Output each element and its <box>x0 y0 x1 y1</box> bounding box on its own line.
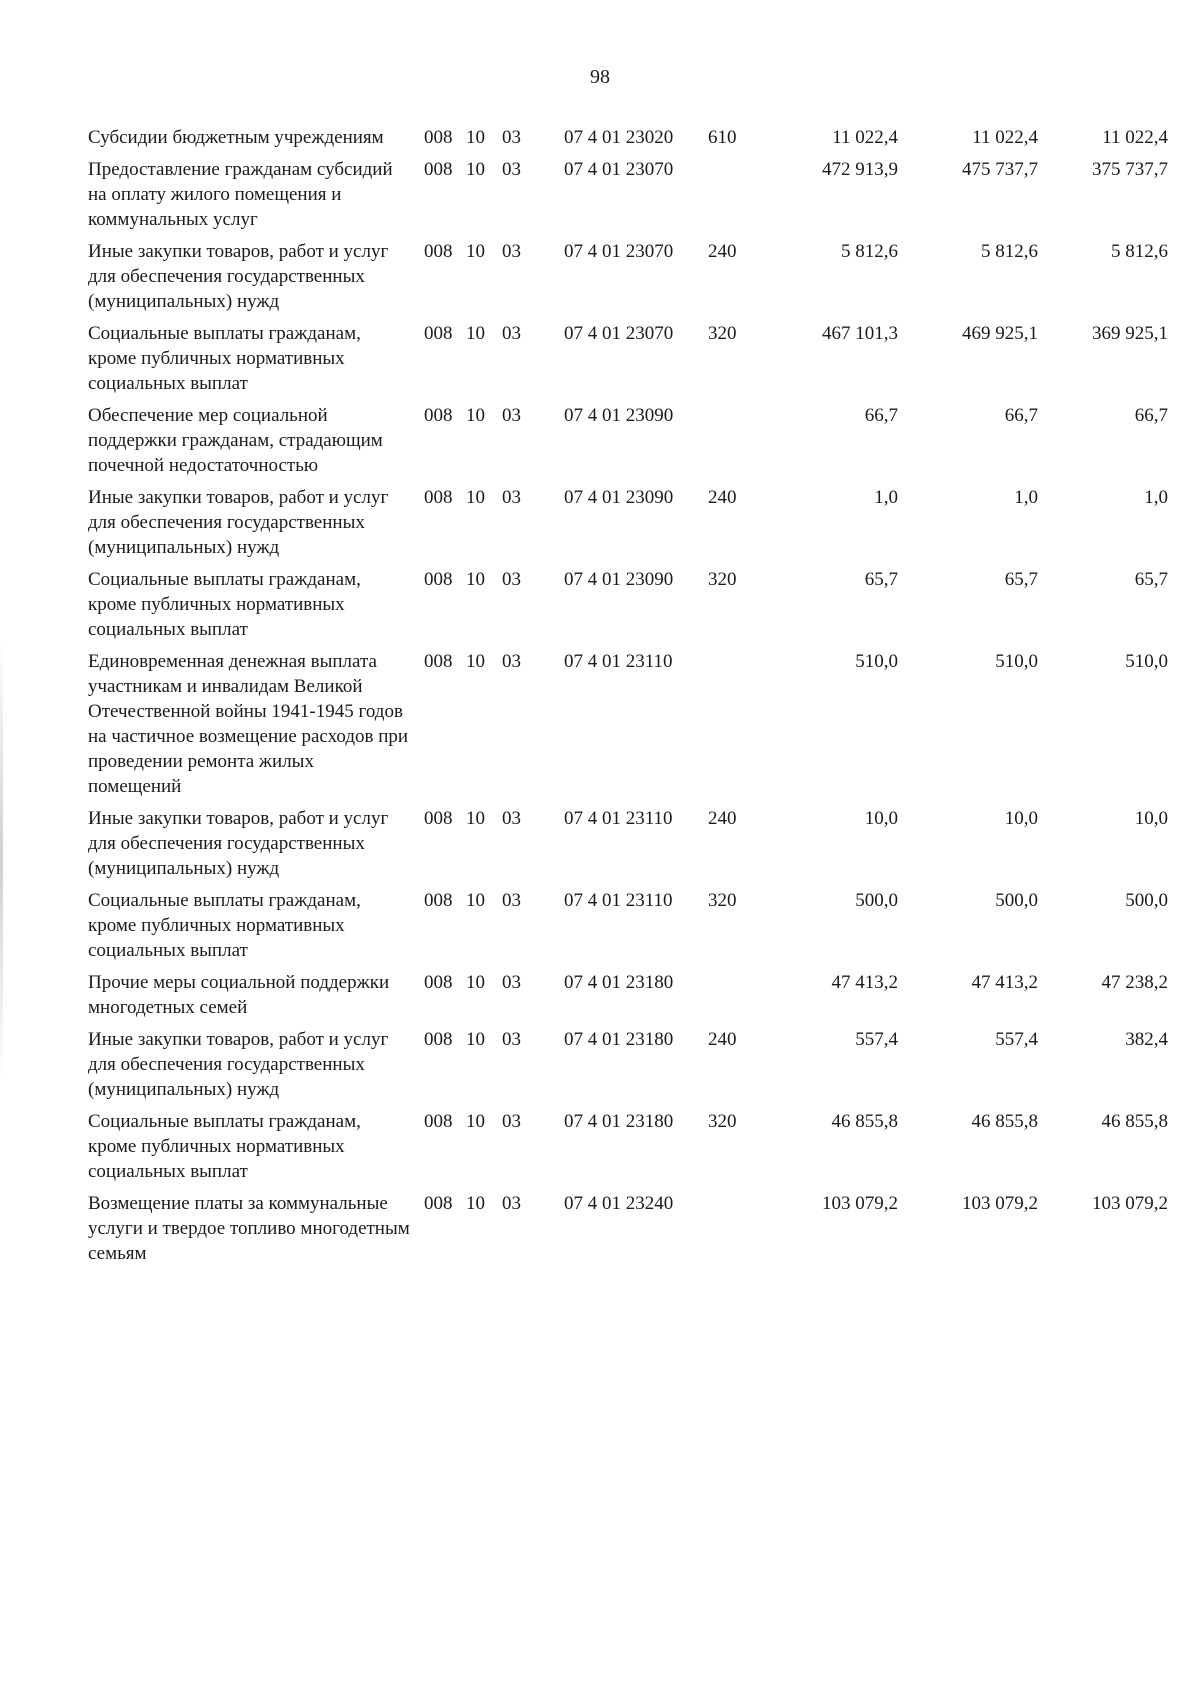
row-amount-year2: 46 855,8 <box>971 1111 1038 1132</box>
row-name: Возмещение платы за коммунальные услуги и твердое топливо многодетным семьям <box>88 1193 410 1264</box>
row-section-code: 10 <box>466 569 485 590</box>
row-grbs-code: 008 <box>424 1111 453 1132</box>
row-name: Социальные выплаты гражданам, кроме публичных нормативных социальных выплат <box>88 1111 361 1182</box>
row-amount-year2: 557,4 <box>995 1029 1038 1050</box>
row-amount-year3: 369 925,1 <box>1092 323 1168 344</box>
row-amount-year3: 500,0 <box>1125 890 1168 911</box>
row-amount-year1: 103 079,2 <box>822 1193 898 1214</box>
row-section-code: 10 <box>466 241 485 262</box>
row-target-article-code: 07 4 01 23070 <box>564 159 674 180</box>
row-expense-type-code <box>698 649 768 806</box>
row-target-article-code: 07 4 01 23090 <box>564 487 674 508</box>
row-amount-year1: 472 913,9 <box>822 159 898 180</box>
row-subsection-code: 03 <box>502 323 521 344</box>
row-section-code: 10 <box>466 1193 485 1214</box>
row-grbs-code: 008 <box>424 1193 453 1214</box>
row-expense-type-code <box>698 970 768 1027</box>
row-name: Социальные выплаты гражданам, кроме публичных нормативных социальных выплат <box>88 890 361 961</box>
row-amount-year3: 375 737,7 <box>1092 159 1168 180</box>
table-row <box>88 1109 1168 1191</box>
row-section-code: 10 <box>466 159 485 180</box>
row-amount-year3: 5 812,6 <box>1111 241 1168 262</box>
row-subsection-code: 03 <box>502 1029 521 1050</box>
row-grbs-code: 008 <box>424 405 453 426</box>
row-name: Социальные выплаты гражданам, кроме публичных нормативных социальных выплат <box>88 323 361 394</box>
row-amount-year3: 65,7 <box>1134 569 1168 590</box>
row-amount-year1: 46 855,8 <box>831 1111 898 1132</box>
row-subsection-code: 03 <box>502 569 521 590</box>
row-section-code: 10 <box>466 808 485 829</box>
row-grbs-code: 008 <box>424 127 453 148</box>
row-amount-year3: 66,7 <box>1134 405 1168 426</box>
row-grbs-code: 008 <box>424 159 453 180</box>
row-expense-type-code <box>698 157 768 239</box>
row-subsection-code: 03 <box>502 972 521 993</box>
row-amount-year1: 557,4 <box>855 1029 898 1050</box>
row-target-article-code: 07 4 01 23090 <box>564 569 674 590</box>
row-grbs-code: 008 <box>424 651 453 672</box>
row-name: Иные закупки товаров, работ и услуг для обеспечения государственных (муниципальных) нужд <box>88 487 389 558</box>
row-amount-year3: 11 022,4 <box>1102 127 1168 148</box>
page-number: 98 <box>590 66 610 88</box>
row-name: Единовременная денежная выплата участникам и инвалидам Великой Отечественной войны 1941-1945 годов на частичное возмещение расходов при проведении ремонта жилых помещений <box>88 651 409 797</box>
row-amount-year2: 10,0 <box>1004 808 1038 829</box>
row-amount-year1: 510,0 <box>855 651 898 672</box>
row-grbs-code: 008 <box>424 1029 453 1050</box>
row-name: Предоставление гражданам субсидий на оплату жилого помещения и коммунальных услуг <box>88 159 393 230</box>
row-expense-type-code: 320 <box>708 323 737 344</box>
row-amount-year1: 5 812,6 <box>841 241 898 262</box>
row-target-article-code: 07 4 01 23090 <box>564 405 674 426</box>
table-row <box>88 403 1168 485</box>
row-amount-year1: 65,7 <box>864 569 898 590</box>
table-row <box>88 649 1168 806</box>
row-amount-year2: 47 413,2 <box>971 972 1038 993</box>
row-name: Иные закупки товаров, работ и услуг для обеспечения государственных (муниципальных) нужд <box>88 241 389 312</box>
row-target-article-code: 07 4 01 23110 <box>564 890 673 911</box>
row-subsection-code: 03 <box>502 159 521 180</box>
table-row <box>88 239 1168 321</box>
row-section-code: 10 <box>466 323 485 344</box>
row-amount-year2: 510,0 <box>995 651 1038 672</box>
table-row <box>88 321 1168 403</box>
row-target-article-code: 07 4 01 23070 <box>564 241 674 262</box>
table-row <box>88 125 1168 157</box>
row-section-code: 10 <box>466 405 485 426</box>
row-amount-year3: 47 238,2 <box>1101 972 1168 993</box>
row-grbs-code: 008 <box>424 808 453 829</box>
table-row <box>88 970 1168 1027</box>
row-target-article-code: 07 4 01 23180 <box>564 972 674 993</box>
table-row <box>88 806 1168 888</box>
row-subsection-code: 03 <box>502 241 521 262</box>
row-amount-year3: 382,4 <box>1125 1029 1168 1050</box>
row-amount-year1: 500,0 <box>855 890 898 911</box>
row-target-article-code: 07 4 01 23020 <box>564 127 674 148</box>
row-expense-type-code: 320 <box>708 890 737 911</box>
table-row <box>88 1027 1168 1109</box>
row-subsection-code: 03 <box>502 1193 521 1214</box>
row-subsection-code: 03 <box>502 405 521 426</box>
row-expense-type-code: 240 <box>708 1029 737 1050</box>
row-expense-type-code <box>698 403 768 485</box>
row-expense-type-code: 320 <box>708 569 737 590</box>
row-amount-year2: 469 925,1 <box>962 323 1038 344</box>
row-expense-type-code: 240 <box>708 241 737 262</box>
row-name: Социальные выплаты гражданам, кроме публичных нормативных социальных выплат <box>88 569 361 640</box>
row-name: Обеспечение мер социальной поддержки гражданам, страдающим почечной недостаточностью <box>88 405 383 476</box>
row-name: Иные закупки товаров, работ и услуг для обеспечения государственных (муниципальных) нужд <box>88 808 389 879</box>
row-amount-year3: 1,0 <box>1144 487 1168 508</box>
row-amount-year3: 46 855,8 <box>1101 1111 1168 1132</box>
row-expense-type-code: 320 <box>708 1111 737 1132</box>
row-amount-year2: 66,7 <box>1004 405 1038 426</box>
row-target-article-code: 07 4 01 23110 <box>564 651 673 672</box>
table-row <box>88 567 1168 649</box>
row-grbs-code: 008 <box>424 487 453 508</box>
row-section-code: 10 <box>466 487 485 508</box>
scan-edge-shadow <box>0 640 3 1080</box>
table-row <box>88 157 1168 239</box>
row-amount-year1: 467 101,3 <box>822 323 898 344</box>
row-section-code: 10 <box>466 890 485 911</box>
row-name: Прочие меры социальной поддержки многодетных семей <box>88 972 390 1018</box>
row-amount-year2: 65,7 <box>1004 569 1038 590</box>
budget-table-body <box>88 125 1168 1273</box>
row-section-code: 10 <box>466 972 485 993</box>
row-amount-year2: 1,0 <box>1014 487 1038 508</box>
budget-table <box>88 125 1168 1273</box>
row-amount-year2: 103 079,2 <box>962 1193 1038 1214</box>
row-target-article-code: 07 4 01 23180 <box>564 1029 674 1050</box>
row-subsection-code: 03 <box>502 808 521 829</box>
row-target-article-code: 07 4 01 23240 <box>564 1193 674 1214</box>
row-subsection-code: 03 <box>502 487 521 508</box>
row-grbs-code: 008 <box>424 972 453 993</box>
row-subsection-code: 03 <box>502 1111 521 1132</box>
row-subsection-code: 03 <box>502 127 521 148</box>
row-expense-type-code: 240 <box>708 487 737 508</box>
row-expense-type-code <box>698 1191 768 1273</box>
row-name: Иные закупки товаров, работ и услуг для обеспечения государственных (муниципальных) нужд <box>88 1029 389 1100</box>
row-grbs-code: 008 <box>424 569 453 590</box>
row-section-code: 10 <box>466 651 485 672</box>
row-amount-year1: 47 413,2 <box>831 972 898 993</box>
row-amount-year2: 500,0 <box>995 890 1038 911</box>
table-row <box>88 1191 1168 1273</box>
row-target-article-code: 07 4 01 23180 <box>564 1111 674 1132</box>
table-row <box>88 485 1168 567</box>
row-amount-year2: 475 737,7 <box>962 159 1038 180</box>
row-expense-type-code: 610 <box>708 127 737 148</box>
row-amount-year2: 5 812,6 <box>981 241 1038 262</box>
row-section-code: 10 <box>466 1029 485 1050</box>
row-expense-type-code: 240 <box>708 808 737 829</box>
row-amount-year1: 10,0 <box>864 808 898 829</box>
row-section-code: 10 <box>466 1111 485 1132</box>
row-amount-year1: 11 022,4 <box>832 127 898 148</box>
row-target-article-code: 07 4 01 23070 <box>564 323 674 344</box>
row-grbs-code: 008 <box>424 890 453 911</box>
row-section-code: 10 <box>466 127 485 148</box>
row-amount-year3: 510,0 <box>1125 651 1168 672</box>
row-target-article-code: 07 4 01 23110 <box>564 808 673 829</box>
row-subsection-code: 03 <box>502 651 521 672</box>
table-row <box>88 888 1168 970</box>
row-amount-year3: 103 079,2 <box>1092 1193 1168 1214</box>
row-amount-year1: 66,7 <box>864 405 898 426</box>
row-grbs-code: 008 <box>424 241 453 262</box>
row-name: Субсидии бюджетным учреждениям <box>88 127 384 148</box>
row-amount-year2: 11 022,4 <box>972 127 1038 148</box>
row-grbs-code: 008 <box>424 323 453 344</box>
row-amount-year1: 1,0 <box>874 487 898 508</box>
row-subsection-code: 03 <box>502 890 521 911</box>
row-amount-year3: 10,0 <box>1134 808 1168 829</box>
